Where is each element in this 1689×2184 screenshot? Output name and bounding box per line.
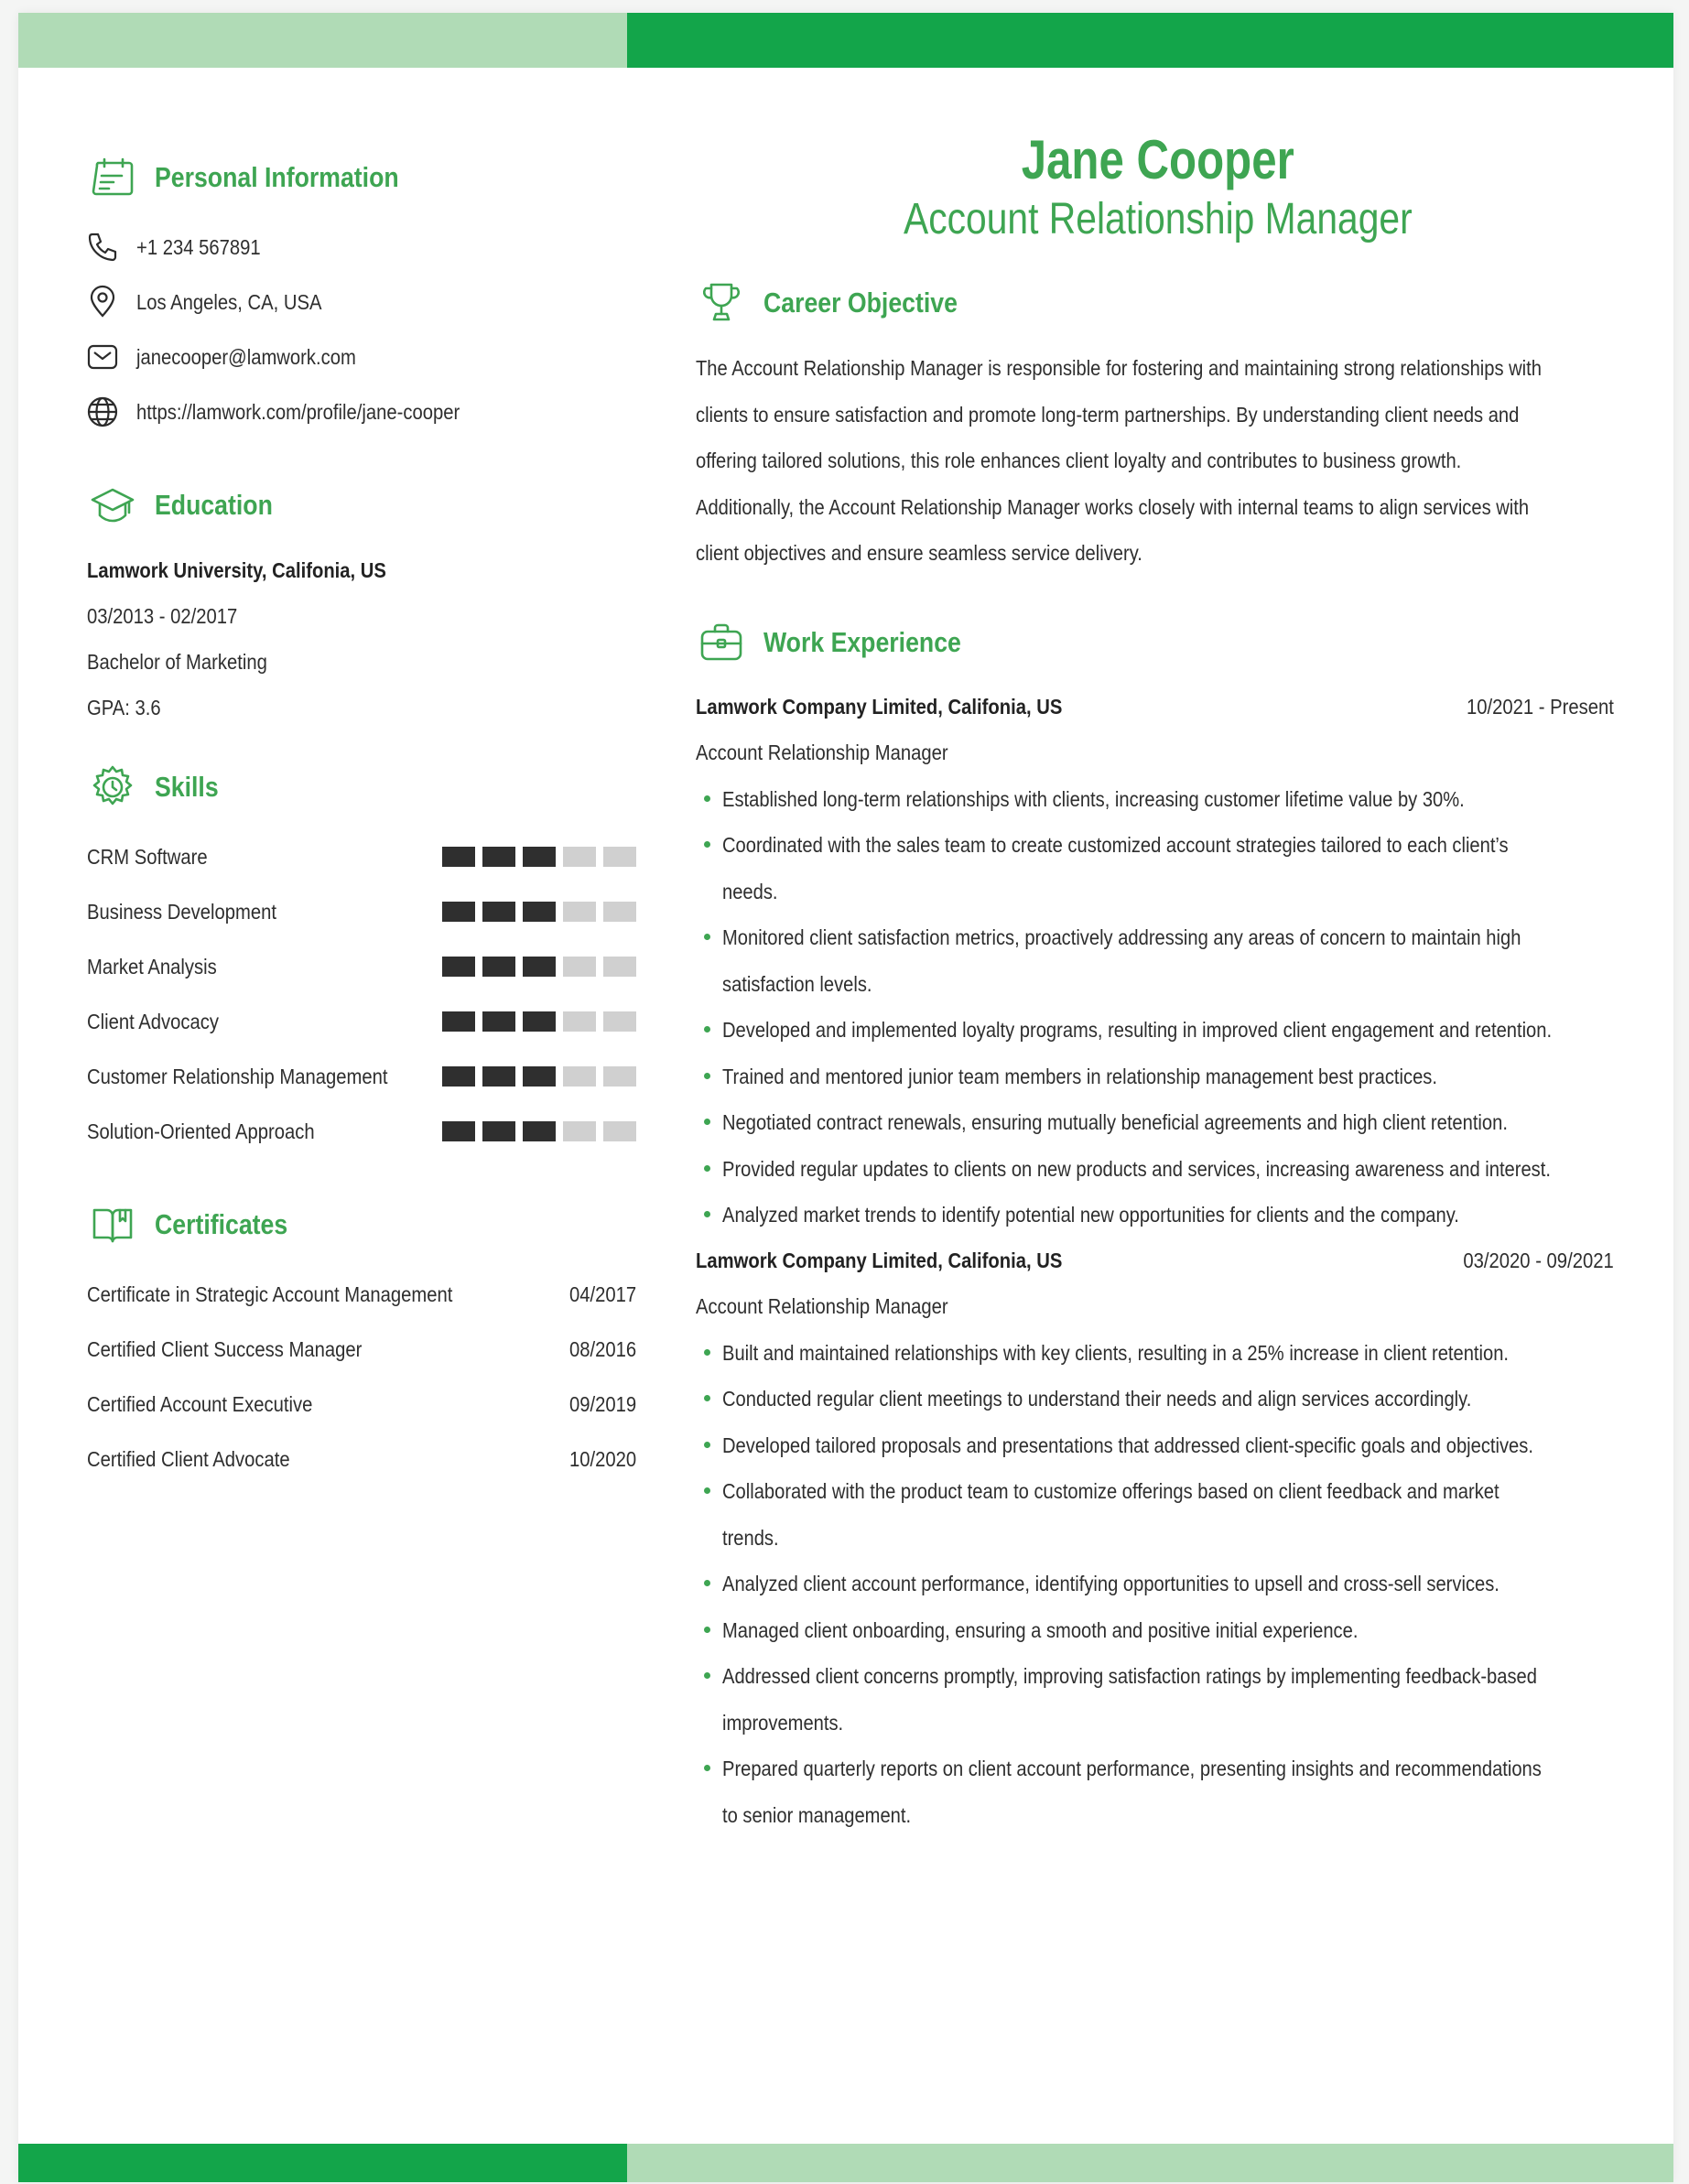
skill-level-bars <box>442 1066 636 1087</box>
skill-name: Client Advocacy <box>87 1009 220 1033</box>
objective-section <box>696 276 1634 577</box>
skill-name: Solution-Oriented Approach <box>87 1119 315 1143</box>
personal-info-header <box>87 150 655 205</box>
job-bullet-line: to senior management. <box>722 1802 912 1827</box>
job-bullet <box>696 1561 1634 1607</box>
job-bullet <box>696 1146 1634 1193</box>
skill-row <box>87 1104 636 1159</box>
skill-level-bars <box>442 902 636 922</box>
trophy-icon <box>696 277 747 329</box>
job-bullet-line: Prepared quarterly reports on client account performance, presenting insights and recommendations <box>722 1757 1542 1780</box>
candidate-name: Jane Cooper <box>1021 129 1295 190</box>
skill-level-bars <box>442 1011 636 1032</box>
job-role-row <box>696 730 1634 776</box>
job-bullet <box>696 914 1634 1007</box>
top-color-band <box>18 13 1673 68</box>
skill-level-segment <box>603 1066 636 1087</box>
job-bullet <box>696 1007 1634 1054</box>
skill-level-segment <box>442 1066 475 1087</box>
certificate-row <box>87 1432 636 1487</box>
job-entry <box>696 685 1634 1238</box>
skill-level-segment <box>563 1066 596 1087</box>
skill-level-segment <box>523 1121 556 1141</box>
skill-name: Customer Relationship Management <box>87 1064 388 1088</box>
education-degree: Bachelor of Marketing <box>87 649 267 674</box>
certificate-name: Certified Client Success Manager <box>87 1336 363 1361</box>
skill-level-segment <box>563 902 596 922</box>
job-bullet-line: satisfaction levels. <box>722 971 872 996</box>
job-bullet-line: Trained and mentored junior team members in relationship management best practices. <box>722 1064 1437 1088</box>
website-row <box>87 384 655 439</box>
education-school: Lamwork University, Califonia, US <box>87 557 386 582</box>
certificates-title: Certificates <box>155 1208 288 1240</box>
job-company: Lamwork Company Limited, Califonia, US <box>696 695 1063 719</box>
education-gpa: GPA: 3.6 <box>87 695 161 719</box>
gear-clock-icon <box>87 762 138 813</box>
bottom-band-light <box>627 2144 1673 2182</box>
skills-title: Skills <box>155 771 219 803</box>
skill-level-segment <box>523 1011 556 1032</box>
objective-line: Additionally, the Account Relationship Manager works closely with internal teams to align services with <box>696 494 1530 519</box>
phone-text: +1 234 567891 <box>136 234 261 259</box>
job-bullet-line: Developed and implemented loyalty programs, resulting in improved client engagement and retention. <box>722 1018 1553 1042</box>
globe-icon <box>85 395 120 429</box>
job-bullet-line: Developed tailored proposals and presentations that addressed client-specific goals and objectives. <box>722 1433 1533 1457</box>
candidate-role: Account Relationship Manager <box>904 195 1413 243</box>
job-bullets <box>696 1330 1634 1839</box>
job-company: Lamwork Company Limited, Califonia, US <box>696 1249 1063 1272</box>
skill-level-segment <box>603 1011 636 1032</box>
personal-info-title: Personal Information <box>155 161 399 193</box>
skill-level-segment <box>442 902 475 922</box>
job-bullet-line: Coordinated with the sales team to create customized account strategies tailored to each client’s <box>722 833 1509 857</box>
skill-level-segment <box>603 1121 636 1141</box>
objective-header <box>696 276 1634 330</box>
location-row <box>87 275 655 330</box>
certificate-name: Certified Account Executive <box>87 1391 313 1416</box>
skill-row <box>87 1049 636 1104</box>
certificate-row <box>87 1267 636 1322</box>
skill-level-segment <box>482 1121 515 1141</box>
phone-icon <box>85 230 120 265</box>
skill-row <box>87 939 636 994</box>
job-bullet <box>696 776 1634 823</box>
job-bullet <box>696 1468 1634 1561</box>
skill-name: CRM Software <box>87 844 208 869</box>
job-role: Account Relationship Manager <box>696 741 948 764</box>
experience-header <box>696 615 1634 670</box>
job-bullet-line: Provided regular updates to clients on new products and services, increasing awareness and interest. <box>722 1156 1551 1181</box>
skill-row <box>87 829 636 884</box>
certificates-list <box>87 1267 655 1487</box>
job-bullet-line: needs. <box>722 879 778 903</box>
skill-level-bars <box>442 847 636 867</box>
phone-row <box>87 220 655 275</box>
mail-icon <box>85 340 120 374</box>
education-section <box>87 478 655 730</box>
personal-info-section <box>87 150 655 439</box>
skill-level-segment <box>442 847 475 867</box>
job-bullet-line: Addressed client concerns promptly, improving satisfaction ratings by implementing feedback-based <box>722 1664 1537 1688</box>
job-dates: 10/2021 - Present <box>1467 695 1614 719</box>
job-bullet-line: Built and maintained relationships with key clients, resulting in a 25% increase in client retention. <box>722 1340 1510 1365</box>
certificate-row <box>87 1322 636 1377</box>
education-title: Education <box>155 489 273 521</box>
graduation-cap-icon <box>87 480 138 531</box>
skill-name: Market Analysis <box>87 954 217 978</box>
education-dates: 03/2013 - 02/2017 <box>87 603 238 628</box>
skill-level-segment <box>563 1121 596 1141</box>
objective-paragraph <box>696 345 1634 577</box>
location-text: Los Angeles, CA, USA <box>136 289 322 314</box>
skill-level-segment <box>482 957 515 977</box>
job-bullet-line: Conducted regular client meetings to understand their needs and align services accordingly. <box>722 1387 1472 1411</box>
job-bullet <box>696 1192 1634 1238</box>
skills-list <box>87 829 655 1159</box>
objective-line: client objectives and ensure seamless service delivery. <box>696 541 1142 565</box>
skill-level-segment <box>482 847 515 867</box>
skill-level-segment <box>563 847 596 867</box>
job-bullet <box>696 1607 1634 1654</box>
certificates-header <box>87 1197 655 1252</box>
skill-level-segment <box>442 1011 475 1032</box>
objective-line: clients to ensure satisfaction and promote long-term partnerships. By understanding client needs and <box>696 402 1520 427</box>
job-role: Account Relationship Manager <box>696 1294 948 1318</box>
job-bullet-line: Managed client onboarding, ensuring a smooth and positive initial experience. <box>722 1617 1359 1642</box>
education-gpa-row <box>87 685 655 730</box>
job-bullet-line: Monitored client satisfaction metrics, proactively addressing any areas of concern to maintain high <box>722 925 1521 949</box>
experience-title: Work Experience <box>763 625 961 658</box>
open-book-icon <box>87 1199 138 1250</box>
certificate-name: Certificate in Strategic Account Management <box>87 1281 453 1306</box>
name-block <box>677 127 1639 246</box>
education-header <box>87 478 655 533</box>
education-school-row <box>87 547 655 593</box>
main-column <box>696 127 1634 1838</box>
job-bullet <box>696 1422 1634 1469</box>
job-bullet <box>696 1099 1634 1146</box>
job-bullet <box>696 1054 1634 1100</box>
job-bullet-line: Established long-term relationships with clients, increasing customer lifetime value by 30%. <box>722 786 1465 811</box>
skill-level-segment <box>442 1121 475 1141</box>
experience-section <box>696 615 1634 1839</box>
bottom-band-dark <box>18 2144 627 2182</box>
certificate-date: 10/2020 <box>568 1446 636 1471</box>
skill-row <box>87 884 636 939</box>
job-header <box>696 685 1614 730</box>
email-row <box>87 330 655 384</box>
skill-level-segment <box>482 1066 515 1087</box>
resume-page <box>18 13 1673 2182</box>
skill-level-segment <box>603 902 636 922</box>
skill-level-segment <box>523 847 556 867</box>
skill-level-segment <box>523 1066 556 1087</box>
objective-line: The Account Relationship Manager is responsible for fostering and maintaining strong relationships with <box>696 356 1542 380</box>
skills-header <box>87 760 655 815</box>
certificate-date: 08/2016 <box>568 1336 636 1361</box>
job-dates: 03/2020 - 09/2021 <box>1463 1249 1614 1272</box>
job-header <box>696 1238 1614 1284</box>
job-bullet-line: Analyzed client account performance, identifying opportunities to upsell and cross-sell services. <box>722 1572 1500 1595</box>
skill-level-segment <box>603 847 636 867</box>
skill-level-segment <box>482 1011 515 1032</box>
job-bullet-line: improvements. <box>722 1710 844 1735</box>
skill-level-segment <box>442 957 475 977</box>
certificate-date: 09/2019 <box>568 1391 636 1416</box>
email-link[interactable]: janecooper@lamwork.com <box>136 344 356 369</box>
job-role-row <box>696 1284 1634 1330</box>
job-bullet-line: trends. <box>722 1525 779 1550</box>
education-degree-row <box>87 639 655 685</box>
skill-level-segment <box>523 957 556 977</box>
sidebar <box>87 150 655 1487</box>
job-bullet <box>696 1376 1634 1422</box>
top-band-light <box>18 13 627 68</box>
job-bullet-line: Collaborated with the product team to customize offerings based on client feedback and market <box>722 1479 1500 1503</box>
objective-title: Career Objective <box>763 287 958 319</box>
skill-level-segment <box>563 1011 596 1032</box>
certificate-date: 04/2017 <box>568 1281 636 1306</box>
skill-row <box>87 994 636 1049</box>
certificate-name: Certified Client Advocate <box>87 1446 290 1471</box>
skill-name: Business Development <box>87 899 277 924</box>
job-bullet <box>696 822 1634 914</box>
job-bullet <box>696 1746 1634 1838</box>
job-bullet-line: Analyzed market trends to identify potential new opportunities for clients and the company. <box>722 1203 1459 1227</box>
bottom-color-band <box>18 2144 1673 2182</box>
certificates-section <box>87 1197 655 1487</box>
skill-level-segment <box>523 902 556 922</box>
skill-level-bars <box>442 1121 636 1141</box>
job-entry <box>696 1238 1634 1839</box>
skill-level-segment <box>482 902 515 922</box>
objective-line: offering tailored solutions, this role enhances client loyalty and contributes to business growth. <box>696 449 1462 472</box>
skill-level-segment <box>603 957 636 977</box>
briefcase-icon <box>696 617 747 668</box>
education-dates-row <box>87 593 655 639</box>
id-card-icon <box>87 152 138 203</box>
skills-section <box>87 760 655 1159</box>
job-bullet <box>696 1653 1634 1746</box>
job-bullets <box>696 776 1634 1238</box>
job-bullet-line: Negotiated contract renewals, ensuring mutually beneficial agreements and high client retention. <box>722 1110 1508 1134</box>
skill-level-segment <box>563 957 596 977</box>
certificate-row <box>87 1377 636 1432</box>
job-bullet <box>696 1330 1634 1377</box>
skill-level-bars <box>442 957 636 977</box>
website-link[interactable]: https://lamwork.com/profile/jane-cooper <box>136 399 460 424</box>
jobs-list <box>696 685 1634 1839</box>
top-band-dark <box>627 13 1673 68</box>
location-pin-icon <box>85 285 120 319</box>
